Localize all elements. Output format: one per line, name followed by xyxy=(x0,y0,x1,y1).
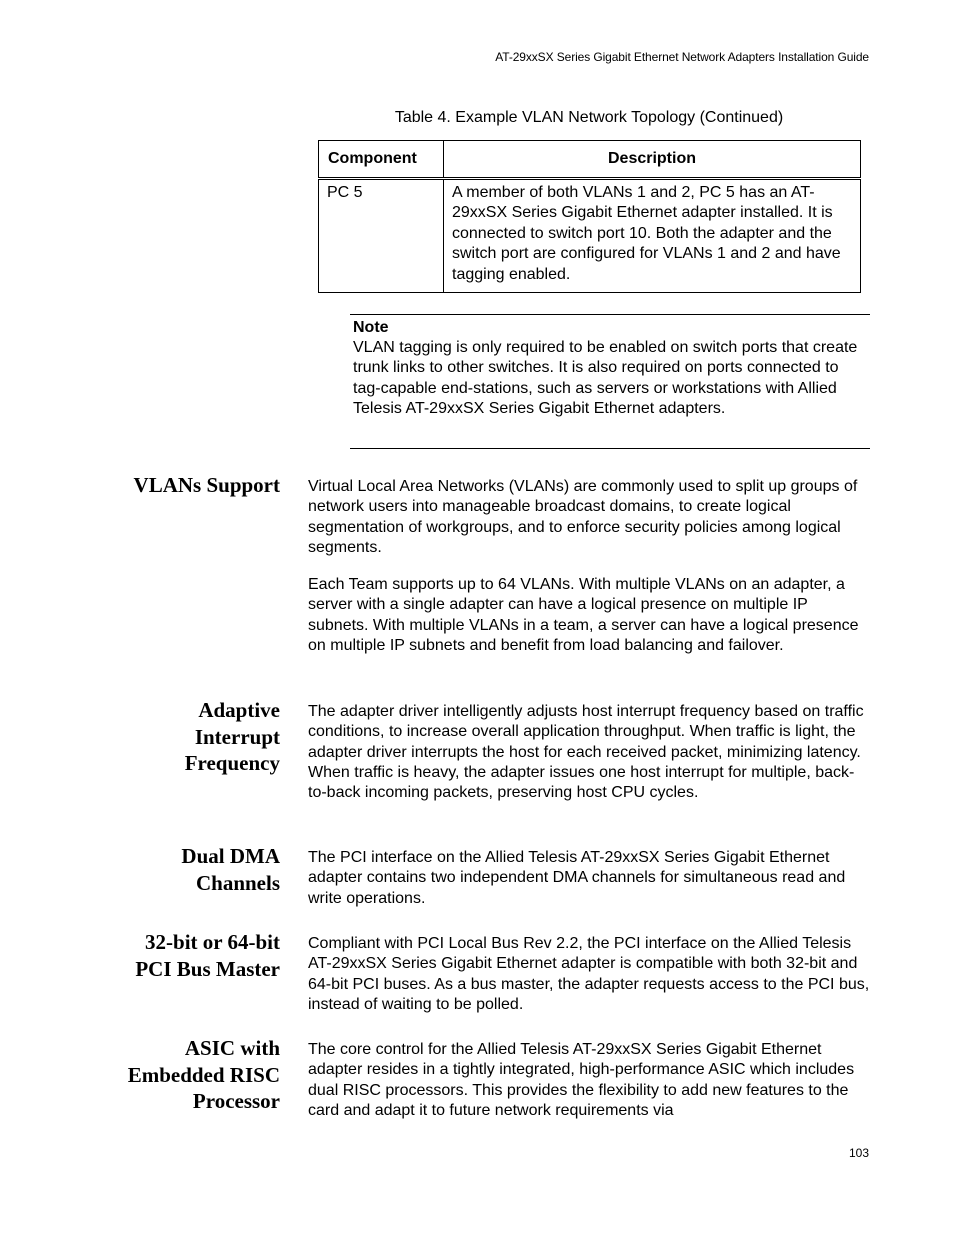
section-heading-adaptive-interrupt-frequency xyxy=(80,697,280,777)
section-body-pci-bus-master xyxy=(308,934,870,1015)
heading-line: Processor xyxy=(192,1089,280,1113)
paragraph: The core control for the Allied Telesis AT-29xxSX Series Gigabit Ethernet adapter resides in a tightly integrated, high-performance ASIC which includes dual RISC processors. This provides the flexibility to add new features to the card and adapt it to future network requirements via xyxy=(308,1041,855,1119)
cell-description: A member of both VLANs 1 and 2, PC 5 has an AT-29xxSX Series Gigabit Ethernet adapter installed. It is connected to switch port 10. Both the adapter and the switch port are configured for VLANs 1 and 2 and have tagging enabled. xyxy=(444,179,861,293)
heading-line: 32-bit or 64-bit xyxy=(145,930,280,954)
paragraph: Compliant with PCI Local Bus Rev 2.2, the PCI interface on the Allied Telesis AT-29xxSX Series Gigabit Ethernet adapter is compatible with both 32-bit and 64-bit PCI buses. As a bus master, the adapter requests access to the PCI bus, instead of waiting to be polled. xyxy=(308,935,870,1013)
page-number: 103 xyxy=(848,1146,869,1160)
table-caption: Table 4. Example VLAN Network Topology (Continued) xyxy=(394,109,784,126)
heading-line: PCI Bus Master xyxy=(135,956,280,981)
heading-line: Frequency xyxy=(184,751,280,775)
paragraph: The PCI interface on the Allied Telesis AT-29xxSX Series Gigabit Ethernet adapter contains two independent DMA channels for simultaneous read and write operations. xyxy=(308,849,846,907)
section-heading-dual-dma-channels xyxy=(80,843,280,896)
heading-line: Interrupt xyxy=(194,724,280,749)
heading-line: Adaptive xyxy=(198,698,280,722)
paragraph: The adapter driver intelligently adjusts host interrupt frequency based on traffic conditions, to increase overall application throughput. When traffic is light, the adapter driver interrupts the host for each received packet, minimizing latency. When traffic is heavy, the adapter issues one host interrupt for multiple, back-to-back incoming packets, preserving host CPU cycles. xyxy=(308,703,864,802)
paragraph: Each Team supports up to 64 VLANs. With multiple VLANs on an adapter, a server with a single adapter can have a logical presence on multiple IP subnets. With multiple VLANs in a team, a server can have a logical presence on multiple IP subnets and benefit from load balancing and failover. xyxy=(308,576,859,655)
section-body-asic-risc-processor xyxy=(308,1040,870,1121)
vlan-topology-table xyxy=(318,140,861,293)
table-header-row xyxy=(319,141,861,179)
cell-component: PC 5 xyxy=(319,179,444,293)
note-text: VLAN tagging is only required to be enabled on switch ports that create trunk links to other switches. It is also required on ports connected to tag-capable end-stations, such as servers or workstations with Allied Telesis AT-29xxSX Series Gigabit Ethernet adapters. xyxy=(353,339,858,418)
section-heading-asic-risc-processor xyxy=(80,1035,280,1115)
section-body-vlans-support xyxy=(308,477,870,656)
heading-line: VLANs Support xyxy=(133,473,280,497)
section-heading-pci-bus-master xyxy=(80,929,280,982)
note-title: Note xyxy=(353,319,389,336)
column-header-description: Description xyxy=(444,141,861,179)
heading-line: Dual DMA xyxy=(181,844,280,868)
heading-line: ASIC with xyxy=(184,1036,280,1060)
heading-line: Channels xyxy=(195,870,280,895)
section-body-adaptive-interrupt-frequency xyxy=(308,702,870,803)
note-box xyxy=(350,314,870,449)
table-row xyxy=(319,179,861,293)
column-header-component: Component xyxy=(319,141,444,179)
section-heading-vlans-support xyxy=(80,472,280,499)
running-header: AT-29xxSX Series Gigabit Ethernet Network Adapters Installation Guide xyxy=(495,50,869,64)
paragraph: Virtual Local Area Networks (VLANs) are commonly used to split up groups of network users into manageable broadcast domains, to create logical segmentation of workgroups, and to enforce security policies among logical segments. xyxy=(308,478,858,556)
heading-line: Embedded RISC xyxy=(127,1062,280,1087)
section-body-dual-dma-channels xyxy=(308,848,870,909)
